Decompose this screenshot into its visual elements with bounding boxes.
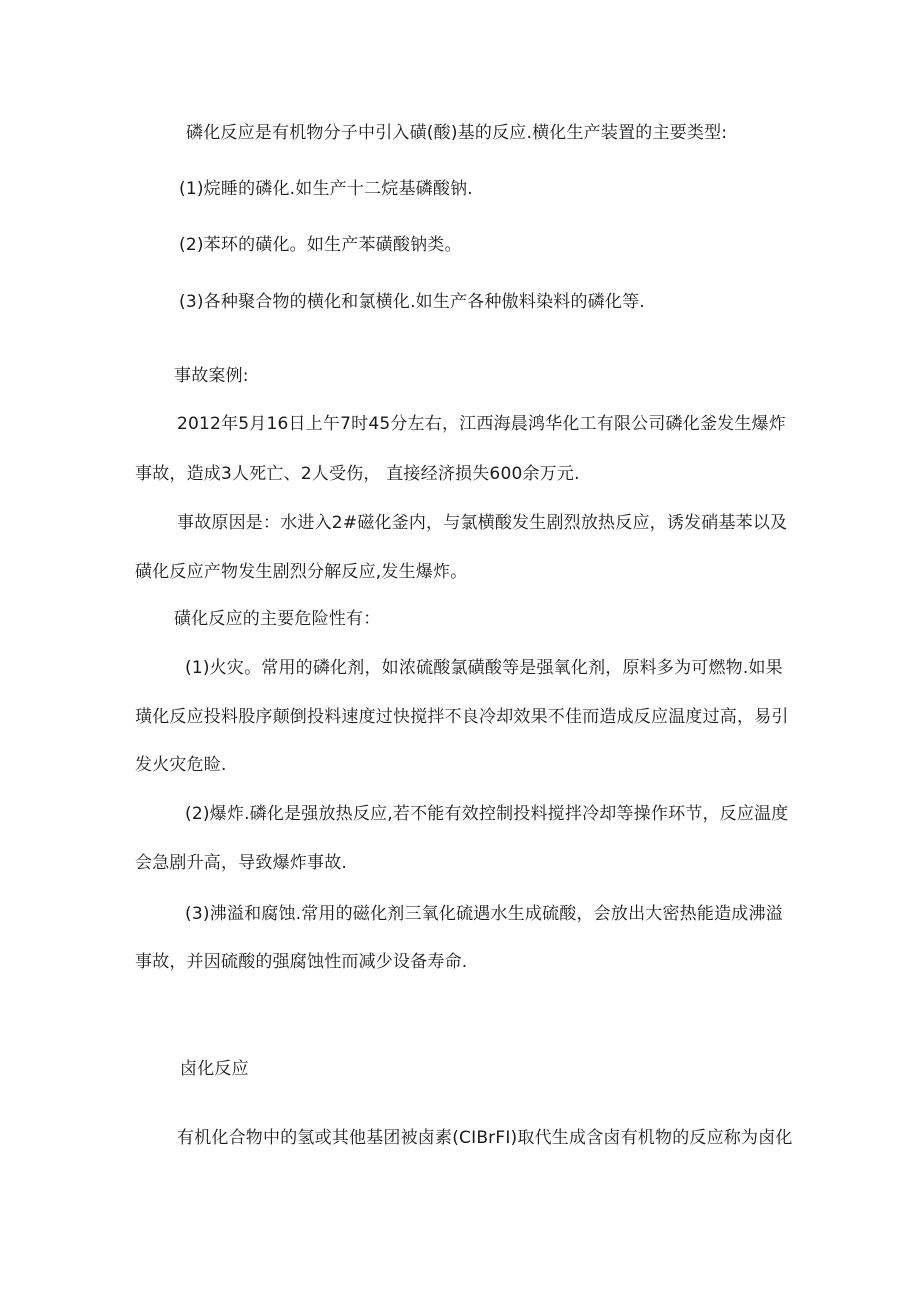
case-heading: 事故案例: — [174, 366, 249, 386]
hazard-2-line-2: 会急剧升高，导致爆炸事故. — [135, 853, 348, 873]
halogenation-heading: 卤化反应 — [180, 1059, 249, 1079]
hazard-1-line-3: 发火灾危睑. — [135, 755, 227, 775]
hazard-3-line-2: 事故，并因硫酸的强腐蚀性而减少设备寿命. — [135, 952, 468, 972]
type-item-1: (1)烷睡的磷化.如生产十二烷基磷酸钠. — [179, 179, 473, 199]
type-item-3: (3)各种聚合物的横化和氯横化.如生产各种傲料染料的磷化等. — [179, 292, 645, 312]
cause-line-2: 磺化反应产物发生剧烈分解反应,发生爆炸。 — [135, 562, 468, 582]
case-text-line-2: 事故，造成3人死亡、2人受伤， 直接经济损失600余万元. — [135, 464, 580, 484]
intro-paragraph: 磷化反应是有机物分子中引入磺(酸)基的反应.横化生产装置的主要类型: — [186, 123, 728, 143]
halogenation-text: 有机化合物中的氢或其他基团被卤素(CIBrFI)取代生成含卤有机物的反应称为卤化 — [177, 1128, 793, 1148]
type-item-2: (2)苯环的磺化。如生产苯磺酸钠类。 — [179, 235, 462, 255]
hazard-1-line-2: 璜化反应投料股序颠倒投料速度过快搅拌不良冷却效果不佳而造成反应温度过高，易引 — [135, 707, 789, 727]
hazard-3-line-1: (3)沸溢和腐蚀.常用的磁化剂三氧化硫遇水生成硫酸，会放出大密热能造成沸溢 — [185, 904, 783, 924]
cause-line-1: 事故原因是：水进入2#磁化釜内，与氯横酸发生剧烈放热反应，诱发硝基苯以及 — [177, 513, 788, 533]
case-text-line-1: 2012年5月16日上午7时45分左右，江西海晨鸿华化工有限公司磷化釜发生爆炸 — [177, 414, 786, 434]
hazard-2-line-1: (2)爆炸.磷化是强放热反应,若不能有效控制投料搅拌冷却等操作环节，反应温度 — [185, 804, 789, 824]
hazard-1-line-1: (1)火灾。常用的磷化剂，如浓硫酸氯磺酸等是强氧化剂，原料多为可燃物.如果 — [185, 658, 783, 678]
hazards-heading: 磺化反应的主要危险性有： — [174, 609, 381, 629]
